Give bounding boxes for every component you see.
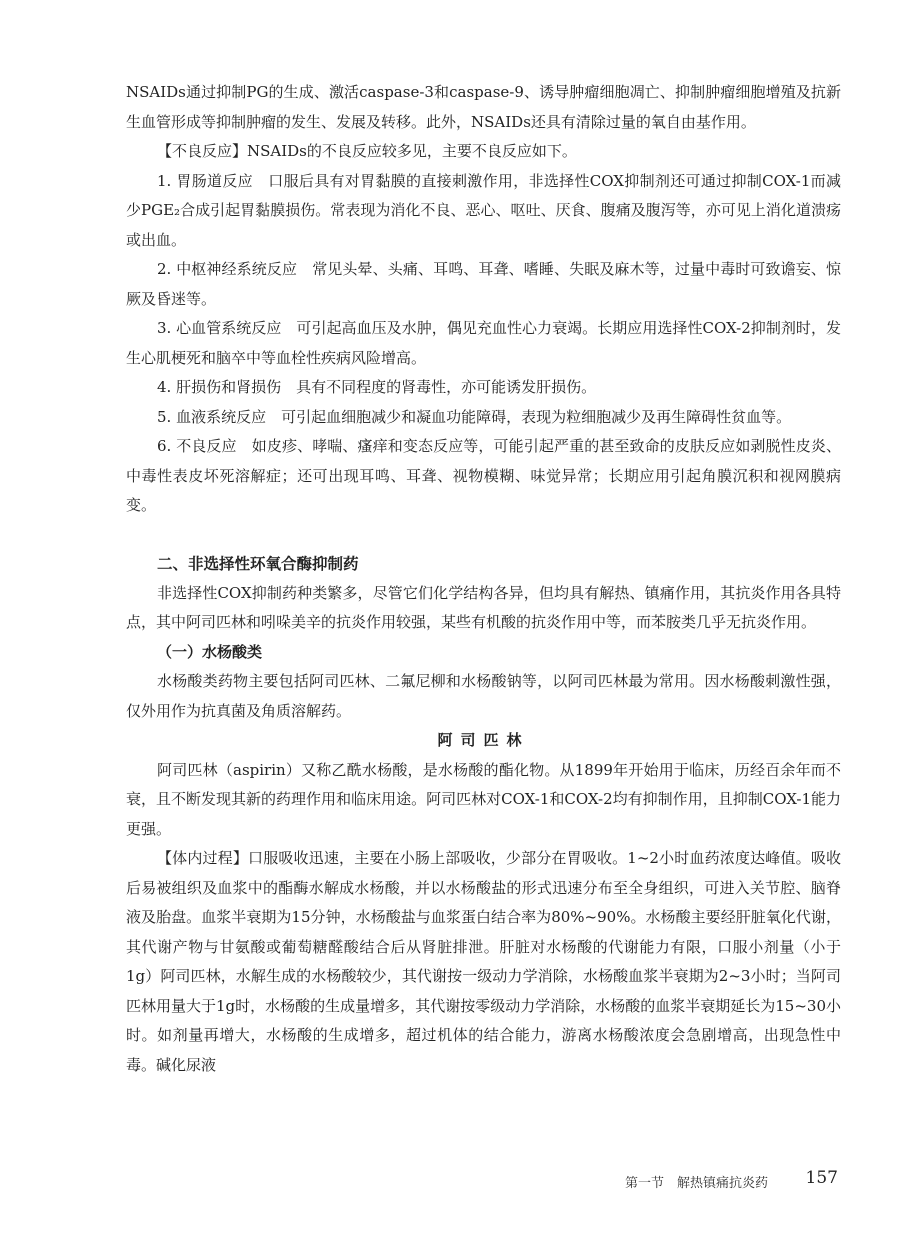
paragraph-nsaids-antitumor: NSAIDs通过抑制PG的生成、激活caspase-3和caspase-9、诱导肿瘤细胞凋亡、抑制肿瘤细胞增殖及抗新生血管形成等抑制肿瘤的发生、发展及转移。此外，NSAIDs还具有清除过量的氧自由基作用。 bbox=[126, 83, 841, 131]
paragraph-cardio-reaction: 3. 心血管系统反应 可引起高血压及水肿，偶见充血性心力衰竭。长期应用选择性COX-2抑制剂时，发生心肌梗死和脑卒中等血栓性疾病风险增高。 bbox=[126, 319, 841, 367]
sub-title-salicylates: （一）水杨酸类 bbox=[157, 642, 263, 661]
page-body bbox=[126, 78, 841, 1080]
paragraph-blood-reaction: 5. 血液系统反应 可引起血细胞减少和凝血功能障碍，表现为粒细胞减少及再生障碍性贫血等。 bbox=[157, 407, 792, 426]
paragraph-other-reaction: 6. 不良反应 如皮疹、哮喘、瘙痒和变态反应等，可能引起严重的甚至致命的皮肤反应如剥脱性皮炎、中毒性表皮坏死溶解症；还可出现耳鸣、耳聋、视物模糊、味觉异常；长期应用引起角膜沉积和视网膜病变。 bbox=[126, 437, 841, 514]
footer-section-title: 第一节 解热镇痛抗炎药 bbox=[624, 1176, 768, 1191]
paragraph-nonselective-intro: 非选择性COX抑制药种类繁多，尽管它们化学结构各异，但均具有解热、镇痛作用，其抗炎作用各具特点，其中阿司匹林和吲哚美辛的抗炎作用较强，某些有机酸的抗炎作用中等，而苯胺类几乎无抗炎作用。 bbox=[126, 583, 841, 631]
drug-title-aspirin: 阿司匹林 bbox=[437, 731, 530, 749]
paragraph-salicylates: 水杨酸类药物主要包括阿司匹林、二氟尼柳和水杨酸钠等，以阿司匹林最为常用。因水杨酸刺激性强，仅外用作为抗真菌及角质溶解药。 bbox=[126, 672, 841, 720]
paragraph-aspirin-intro: 阿司匹林（aspirin）又称乙酰水杨酸，是水杨酸的酯化物。从1899年开始用于临床，历经百余年而不衰，且不断发现其新的药理作用和临床用途。阿司匹林对COX-1和COX-2均有抑制作用，且抑制COX-1能力更强。 bbox=[126, 760, 841, 838]
paragraph-cns-reaction: 2. 中枢神经系统反应 常见头晕、头痛、耳鸣、耳聋、嗜睡、失眠及麻木等，过量中毒时可致谵妄、惊厥及昏迷等。 bbox=[126, 260, 841, 308]
paragraph-adverse-intro: 【不良反应】NSAIDs的不良反应较多见，主要不良反应如下。 bbox=[157, 142, 577, 160]
section-title: 二、非选择性环氧合酶抑制药 bbox=[157, 554, 359, 573]
paragraph-pharmacokinetics: 【体内过程】口服吸收迅速，主要在小肠上部吸收，少部分在胃吸收。1~2小时血药浓度达峰值。吸收后易被组织及血浆中的酯酶水解成水杨酸，并以水杨酸盐的形式迅速分布至全身组织，可进入关节腔、脑脊液及胎盘。血浆半衰期为15分钟，水杨酸盐与血浆蛋白结合率为80%~90%。水杨酸主要经肝脏氧化代谢，其代谢产物与甘氨酸或葡萄糖醛酸结合后从肾脏排泄。肝脏对水杨酸的代谢能力有限，口服小剂量（小于1g）阿司匹林，水解生成的水杨酸较少，其代谢按一级动力学消除，水杨酸血浆半衰期为2~3小时；当阿司匹林用量大于1g时，水杨酸的生成量增多，其代谢按零级动力学消除，水杨酸的血浆半衰期延长为15~30小时。如剂量再增大，水杨酸的生成增多，超过机体的结合能力，游离水杨酸浓度会急剧增高，出现急性中毒。碱化尿液 bbox=[126, 849, 841, 1074]
paragraph-liver-kidney: 4. 肝损伤和肾损伤 具有不同程度的肾毒性，亦可能诱发肝损伤。 bbox=[157, 378, 597, 396]
page-number: 157 bbox=[805, 1168, 838, 1188]
page-footer bbox=[126, 1168, 838, 1198]
paragraph-gi-reaction: 1. 胃肠道反应 口服后具有对胃黏膜的直接刺激作用，非选择性COX抑制剂还可通过抑制COX-1而减少PGE₂合成引起胃黏膜损伤。常表现为消化不良、恶心、呕吐、厌食、腹痛及腹泻等，亦可见上消化道溃疡或出血。 bbox=[126, 171, 841, 249]
